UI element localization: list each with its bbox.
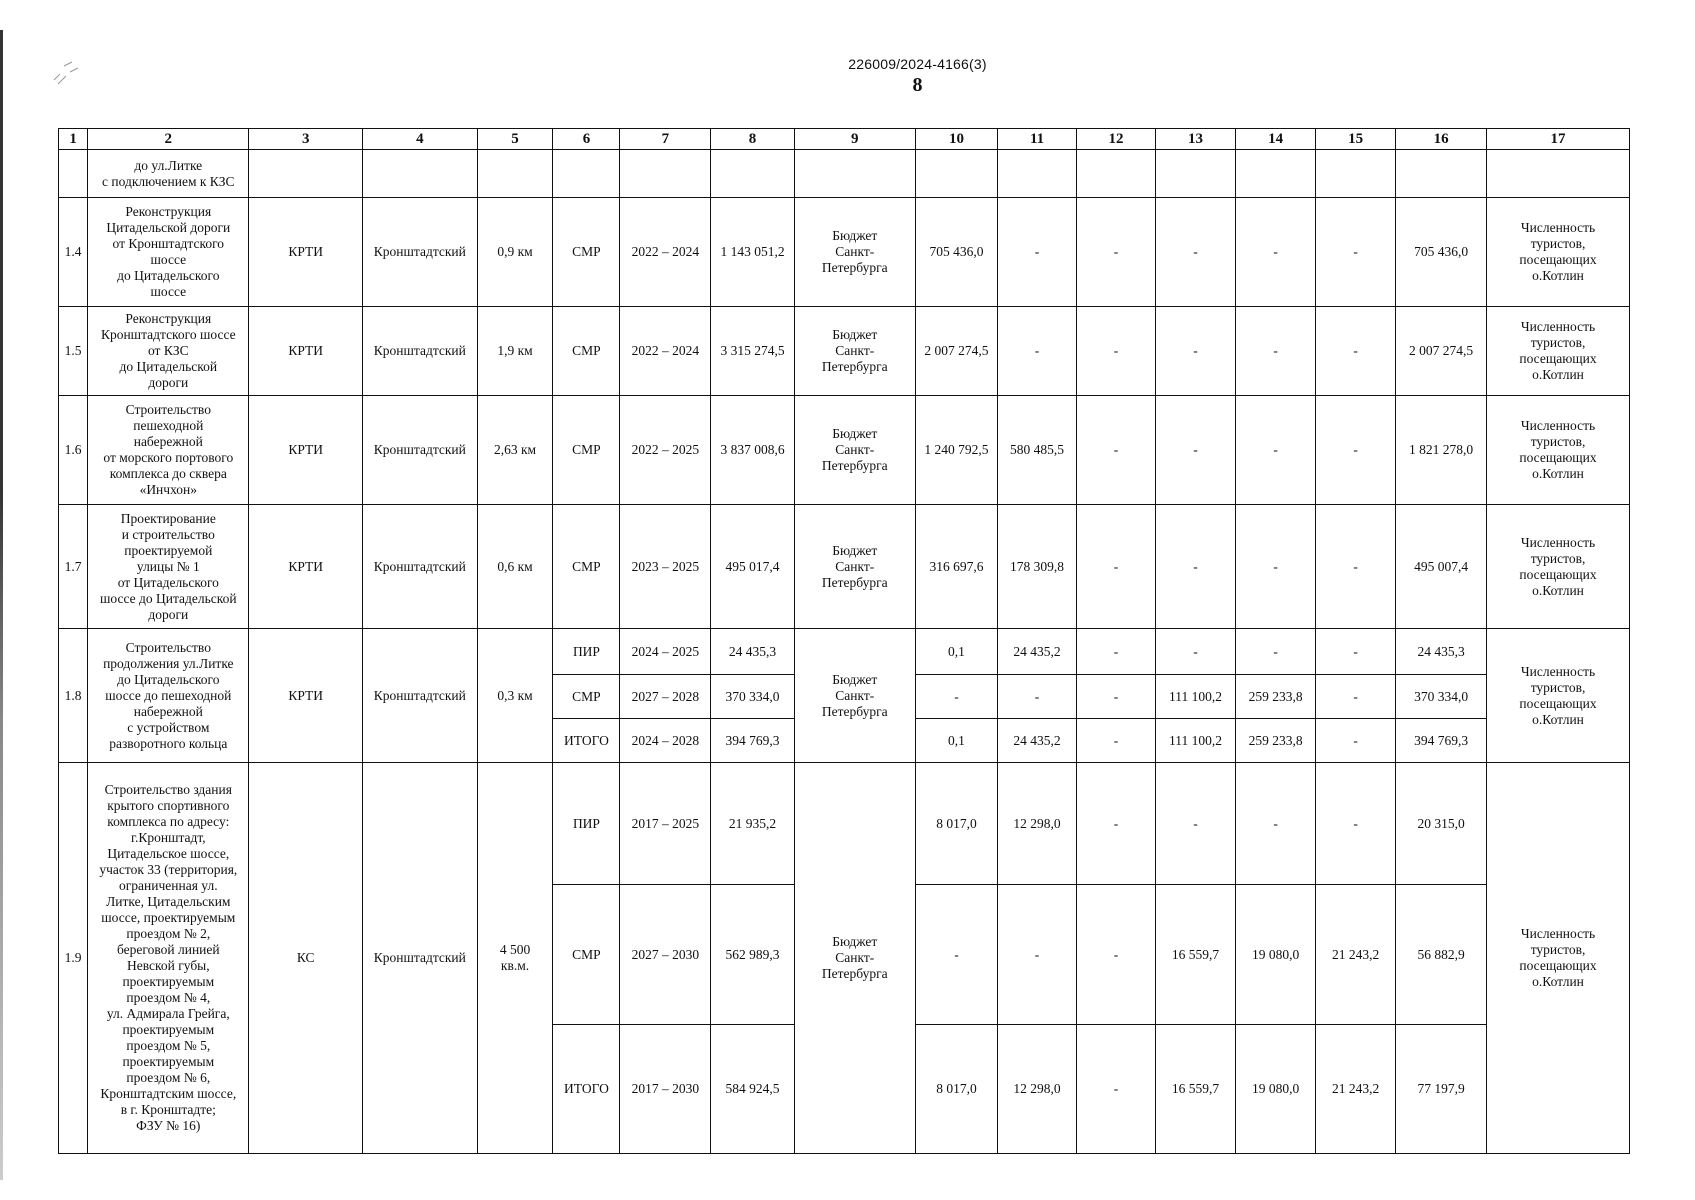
- capacity: 0,6 км: [477, 505, 553, 629]
- period: 2024 – 2025: [620, 629, 711, 675]
- value-col-12: -: [1077, 675, 1156, 719]
- row-number: 1.5: [59, 307, 88, 396]
- district: Кронштадтский: [363, 396, 478, 505]
- indicator: Численность туристов, посещающих о.Котлин: [1487, 307, 1630, 396]
- work-stage: СМР: [553, 307, 620, 396]
- value-col-12: -: [1077, 396, 1156, 505]
- row-number: 1.8: [59, 629, 88, 763]
- work-stage: СМР: [553, 885, 620, 1025]
- value-col-13: -: [1155, 396, 1235, 505]
- column-header: 17: [1487, 129, 1630, 150]
- row-number: 1.9: [59, 763, 88, 1154]
- total-cost: 1 143 051,2: [711, 198, 794, 307]
- value-col-10: 8 017,0: [915, 763, 997, 885]
- value-col-15: 21 243,2: [1316, 885, 1396, 1025]
- projects-table: [58, 128, 1630, 1154]
- capacity: 0,9 км: [477, 198, 553, 307]
- customer: КС: [249, 763, 363, 1154]
- value-col-11: 178 309,8: [998, 505, 1077, 629]
- value-col-15: -: [1316, 629, 1396, 675]
- total-cost: 370 334,0: [711, 675, 794, 719]
- period: 2017 – 2025: [620, 763, 711, 885]
- value-col-16: 20 315,0: [1396, 763, 1487, 885]
- total-cost: 584 924,5: [711, 1025, 794, 1154]
- value-col-16: 77 197,9: [1396, 1025, 1487, 1154]
- value-col-14: -: [1236, 198, 1316, 307]
- column-header: 3: [249, 129, 363, 150]
- column-header: 1: [59, 129, 88, 150]
- value-col-16: 370 334,0: [1396, 675, 1487, 719]
- page-number: 8: [912, 74, 923, 96]
- value-col-10: 0,1: [915, 629, 997, 675]
- column-header: 13: [1155, 129, 1235, 150]
- period: 2027 – 2028: [620, 675, 711, 719]
- value-col-12: -: [1077, 505, 1156, 629]
- value-col-11: -: [998, 307, 1077, 396]
- funding-source: Бюджет Санкт- Петербурга: [794, 505, 915, 629]
- total-cost: 3 837 008,6: [711, 396, 794, 505]
- table-row-continuation: [59, 150, 1630, 198]
- value-col-11: 12 298,0: [998, 1025, 1077, 1154]
- table-row-1-6: [59, 396, 1630, 505]
- value-col-10: 0,1: [915, 719, 997, 763]
- customer: КРТИ: [249, 505, 363, 629]
- value-col-15: -: [1316, 307, 1396, 396]
- value-col-15: -: [1316, 719, 1396, 763]
- value-col-15: -: [1316, 675, 1396, 719]
- value-col-12: -: [1077, 885, 1156, 1025]
- value-col-16: 56 882,9: [1396, 885, 1487, 1025]
- value-col-13: -: [1155, 763, 1235, 885]
- project-name: Строительство пешеходной набережной от морского портового комплекса до сквера «Инчхон»: [88, 396, 249, 505]
- district: Кронштадтский: [363, 763, 478, 1154]
- value-col-10: 705 436,0: [915, 198, 997, 307]
- period: 2022 – 2024: [620, 198, 711, 307]
- value-col-14: -: [1236, 629, 1316, 675]
- value-col-14: -: [1236, 307, 1316, 396]
- column-header: 8: [711, 129, 794, 150]
- column-header: 16: [1396, 129, 1487, 150]
- value-col-12: -: [1077, 629, 1156, 675]
- total-cost: 21 935,2: [711, 763, 794, 885]
- period: 2022 – 2024: [620, 307, 711, 396]
- column-header: 6: [553, 129, 620, 150]
- column-header: 9: [794, 129, 915, 150]
- table-row-1-7: [59, 505, 1630, 629]
- work-stage: ПИР: [553, 763, 620, 885]
- value-col-15: -: [1316, 396, 1396, 505]
- period: 2017 – 2030: [620, 1025, 711, 1154]
- table-row-1-5: [59, 307, 1630, 396]
- value-col-13: -: [1155, 629, 1235, 675]
- period: 2023 – 2025: [620, 505, 711, 629]
- value-col-10: 2 007 274,5: [915, 307, 997, 396]
- capacity: 0,3 км: [477, 629, 553, 763]
- value-col-14: 259 233,8: [1236, 719, 1316, 763]
- column-header: 15: [1316, 129, 1396, 150]
- project-name: Строительство здания крытого спортивного комплекса по адресу: г.Кронштадт, Цитадельское шоссе, участок 33 (территория, ограниченная ул. Литке, Цитадельским шоссе, проектируемым проездом № 2, береговой линией Невской губы, проектируемым проездом № 4, ул. Адмирала Грейга, проектируемым проездом № 5, проектируемым проездом № 6, Кронштадтским шоссе, в г. Кронштадте; ФЗУ № 16): [88, 763, 249, 1154]
- value-col-11: -: [998, 675, 1077, 719]
- capacity: 4 500 кв.м.: [477, 763, 553, 1154]
- row-number: 1.6: [59, 396, 88, 505]
- funding-source: Бюджет Санкт- Петербурга: [794, 396, 915, 505]
- value-col-15: -: [1316, 505, 1396, 629]
- value-col-10: 316 697,6: [915, 505, 997, 629]
- value-col-13: 111 100,2: [1155, 719, 1235, 763]
- column-header: 5: [477, 129, 553, 150]
- customer: КРТИ: [249, 396, 363, 505]
- total-cost: 24 435,3: [711, 629, 794, 675]
- scan-edge-line: [0, 30, 3, 1180]
- value-col-12: -: [1077, 307, 1156, 396]
- column-header: 12: [1077, 129, 1156, 150]
- value-col-10: 1 240 792,5: [915, 396, 997, 505]
- total-cost: 3 315 274,5: [711, 307, 794, 396]
- customer: КРТИ: [249, 629, 363, 763]
- project-name: Проектирование и строительство проектируемой улицы № 1 от Цитадельского шоссе до Цитадельской дороги: [88, 505, 249, 629]
- value-col-16: 394 769,3: [1396, 719, 1487, 763]
- indicator: Численность туристов, посещающих о.Котлин: [1487, 396, 1630, 505]
- value-col-11: -: [998, 885, 1077, 1025]
- document-registration-number: 226009/2024-4166(3): [848, 56, 987, 72]
- value-col-11: 12 298,0: [998, 763, 1077, 885]
- period: 2027 – 2030: [620, 885, 711, 1025]
- table-row-1-8-pir: [59, 629, 1630, 675]
- work-stage: СМР: [553, 396, 620, 505]
- funding-source: Бюджет Санкт- Петербурга: [794, 763, 915, 1154]
- value-col-16: 495 007,4: [1396, 505, 1487, 629]
- value-col-12: -: [1077, 763, 1156, 885]
- value-col-11: -: [998, 198, 1077, 307]
- project-name: Реконструкция Цитадельской дороги от Кронштадтского шоссе до Цитадельского шоссе: [88, 198, 249, 307]
- indicator: Численность туристов, посещающих о.Котлин: [1487, 763, 1630, 1154]
- column-header: 11: [998, 129, 1077, 150]
- value-col-13: -: [1155, 505, 1235, 629]
- table-row-1-9-pir: [59, 763, 1630, 885]
- customer: КРТИ: [249, 198, 363, 307]
- value-col-12: -: [1077, 719, 1156, 763]
- value-col-14: 19 080,0: [1236, 1025, 1316, 1154]
- funding-source: Бюджет Санкт- Петербурга: [794, 307, 915, 396]
- project-name: Строительство продолжения ул.Литке до Цитадельского шоссе до пешеходной набережной с устройством разворотного кольца: [88, 629, 249, 763]
- period: 2024 – 2028: [620, 719, 711, 763]
- customer: КРТИ: [249, 307, 363, 396]
- table-row-1-4: [59, 198, 1630, 307]
- work-stage: СМР: [553, 505, 620, 629]
- capacity: 1,9 км: [477, 307, 553, 396]
- value-col-13: 16 559,7: [1155, 885, 1235, 1025]
- project-name: Реконструкция Кронштадтского шоссе от КЗС до Цитадельской дороги: [88, 307, 249, 396]
- work-stage: ПИР: [553, 629, 620, 675]
- value-col-14: -: [1236, 505, 1316, 629]
- work-stage: СМР: [553, 675, 620, 719]
- value-col-13: -: [1155, 307, 1235, 396]
- period: 2022 – 2025: [620, 396, 711, 505]
- funding-source: Бюджет Санкт- Петербурга: [794, 198, 915, 307]
- value-col-13: 111 100,2: [1155, 675, 1235, 719]
- value-col-16: 1 821 278,0: [1396, 396, 1487, 505]
- value-col-14: -: [1236, 763, 1316, 885]
- row-number: 1.7: [59, 505, 88, 629]
- district: Кронштадтский: [363, 307, 478, 396]
- total-cost: 562 989,3: [711, 885, 794, 1025]
- indicator: Численность туристов, посещающих о.Котлин: [1487, 629, 1630, 763]
- total-cost: 394 769,3: [711, 719, 794, 763]
- value-col-10: 8 017,0: [915, 1025, 997, 1154]
- value-col-14: 259 233,8: [1236, 675, 1316, 719]
- funding-source: Бюджет Санкт- Петербурга: [794, 629, 915, 763]
- column-header: 10: [915, 129, 997, 150]
- column-header: 14: [1236, 129, 1316, 150]
- district: Кронштадтский: [363, 198, 478, 307]
- value-col-10: -: [915, 885, 997, 1025]
- value-col-11: 24 435,2: [998, 719, 1077, 763]
- value-col-11: 24 435,2: [998, 629, 1077, 675]
- column-header: 4: [363, 129, 478, 150]
- total-cost: 495 017,4: [711, 505, 794, 629]
- value-col-16: 705 436,0: [1396, 198, 1487, 307]
- value-col-15: -: [1316, 763, 1396, 885]
- value-col-16: 24 435,3: [1396, 629, 1487, 675]
- work-stage: ИТОГО: [553, 1025, 620, 1154]
- work-stage: СМР: [553, 198, 620, 307]
- column-header: 7: [620, 129, 711, 150]
- column-number-row: [59, 129, 1630, 150]
- capacity: 2,63 км: [477, 396, 553, 505]
- value-col-11: 580 485,5: [998, 396, 1077, 505]
- value-col-15: -: [1316, 198, 1396, 307]
- indicator: Численность туристов, посещающих о.Котлин: [1487, 198, 1630, 307]
- row-number: 1.4: [59, 198, 88, 307]
- column-header: 2: [88, 129, 249, 150]
- work-stage: ИТОГО: [553, 719, 620, 763]
- value-col-14: -: [1236, 396, 1316, 505]
- value-col-10: -: [915, 675, 997, 719]
- project-name: до ул.Литке с подключением к КЗС: [88, 150, 249, 198]
- value-col-16: 2 007 274,5: [1396, 307, 1487, 396]
- value-col-12: -: [1077, 1025, 1156, 1154]
- district: Кронштадтский: [363, 629, 478, 763]
- value-col-13: 16 559,7: [1155, 1025, 1235, 1154]
- district: Кронштадтский: [363, 505, 478, 629]
- value-col-13: -: [1155, 198, 1235, 307]
- value-col-12: -: [1077, 198, 1156, 307]
- value-col-14: 19 080,0: [1236, 885, 1316, 1025]
- value-col-15: 21 243,2: [1316, 1025, 1396, 1154]
- indicator: Численность туристов, посещающих о.Котлин: [1487, 505, 1630, 629]
